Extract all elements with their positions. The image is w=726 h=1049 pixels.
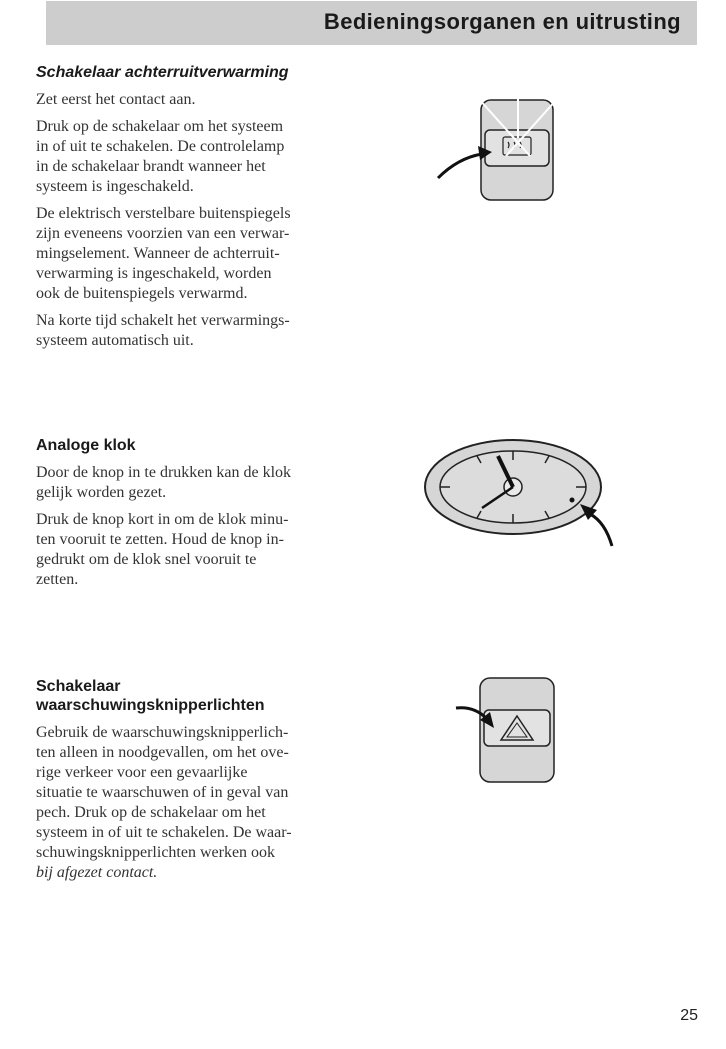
paragraph: Druk de knop kort in om de klok minu- ten vooruit te zetten. Houd de knop in- gedrukt om de klok snel vooruit te zetten. xyxy=(36,511,289,588)
section-rear-window-heater xyxy=(36,63,356,358)
section-heading: Schakelaar achterruitverwarming xyxy=(36,64,289,81)
paragraph-tail: bij afgezet contact. xyxy=(36,864,158,881)
paragraph: Zet eerst het contact aan. xyxy=(36,91,196,108)
page-header xyxy=(46,1,697,45)
hazard-switch-illustration xyxy=(452,676,562,786)
rear-window-heater-switch-illustration xyxy=(430,60,590,210)
page-title: Bedieningsorganen en uitrusting xyxy=(323,9,681,34)
section-heading: Schakelaar waarschuwingsknipperlichten xyxy=(36,678,265,714)
paragraph: Druk op de schakelaar om het systeem in of uit te schakelen. De controlelamp in de schakelaar brandt wanneer het systeem is ingeschakeld. xyxy=(36,118,285,195)
section-heading: Analoge klok xyxy=(36,437,136,454)
paragraph: Door de knop in te drukken kan de klok gelijk worden gezet. xyxy=(36,464,292,501)
section-analog-clock xyxy=(36,436,356,597)
paragraph: De elektrisch verstelbare buitenspiegels zijn eveneens voorzien van een verwar- mingselement. Wanneer de achterruit- verwarming is ingeschakeld, worden ook de buitenspiegels verwarmd. xyxy=(36,205,291,302)
paragraph: Na korte tijd schakelt het verwarmings- systeem automatisch uit. xyxy=(36,312,290,349)
page-number: 25 xyxy=(680,1007,698,1024)
clock-adjust-button xyxy=(570,498,575,503)
analog-clock-illustration xyxy=(420,432,630,557)
arrow-icon xyxy=(580,504,612,546)
section-hazard-switch xyxy=(36,677,356,890)
paragraph: Gebruik de waarschuwingsknipperlich- ten alleen in noodgevallen, om het ove- rige verkeer voor een gevaarlijke situatie te waarschuwen of in geval van pech. Druk op de schakelaar om het systeem in of uit te schakelen. De waar- schuwingsknipperlichten werken ook xyxy=(36,724,292,861)
